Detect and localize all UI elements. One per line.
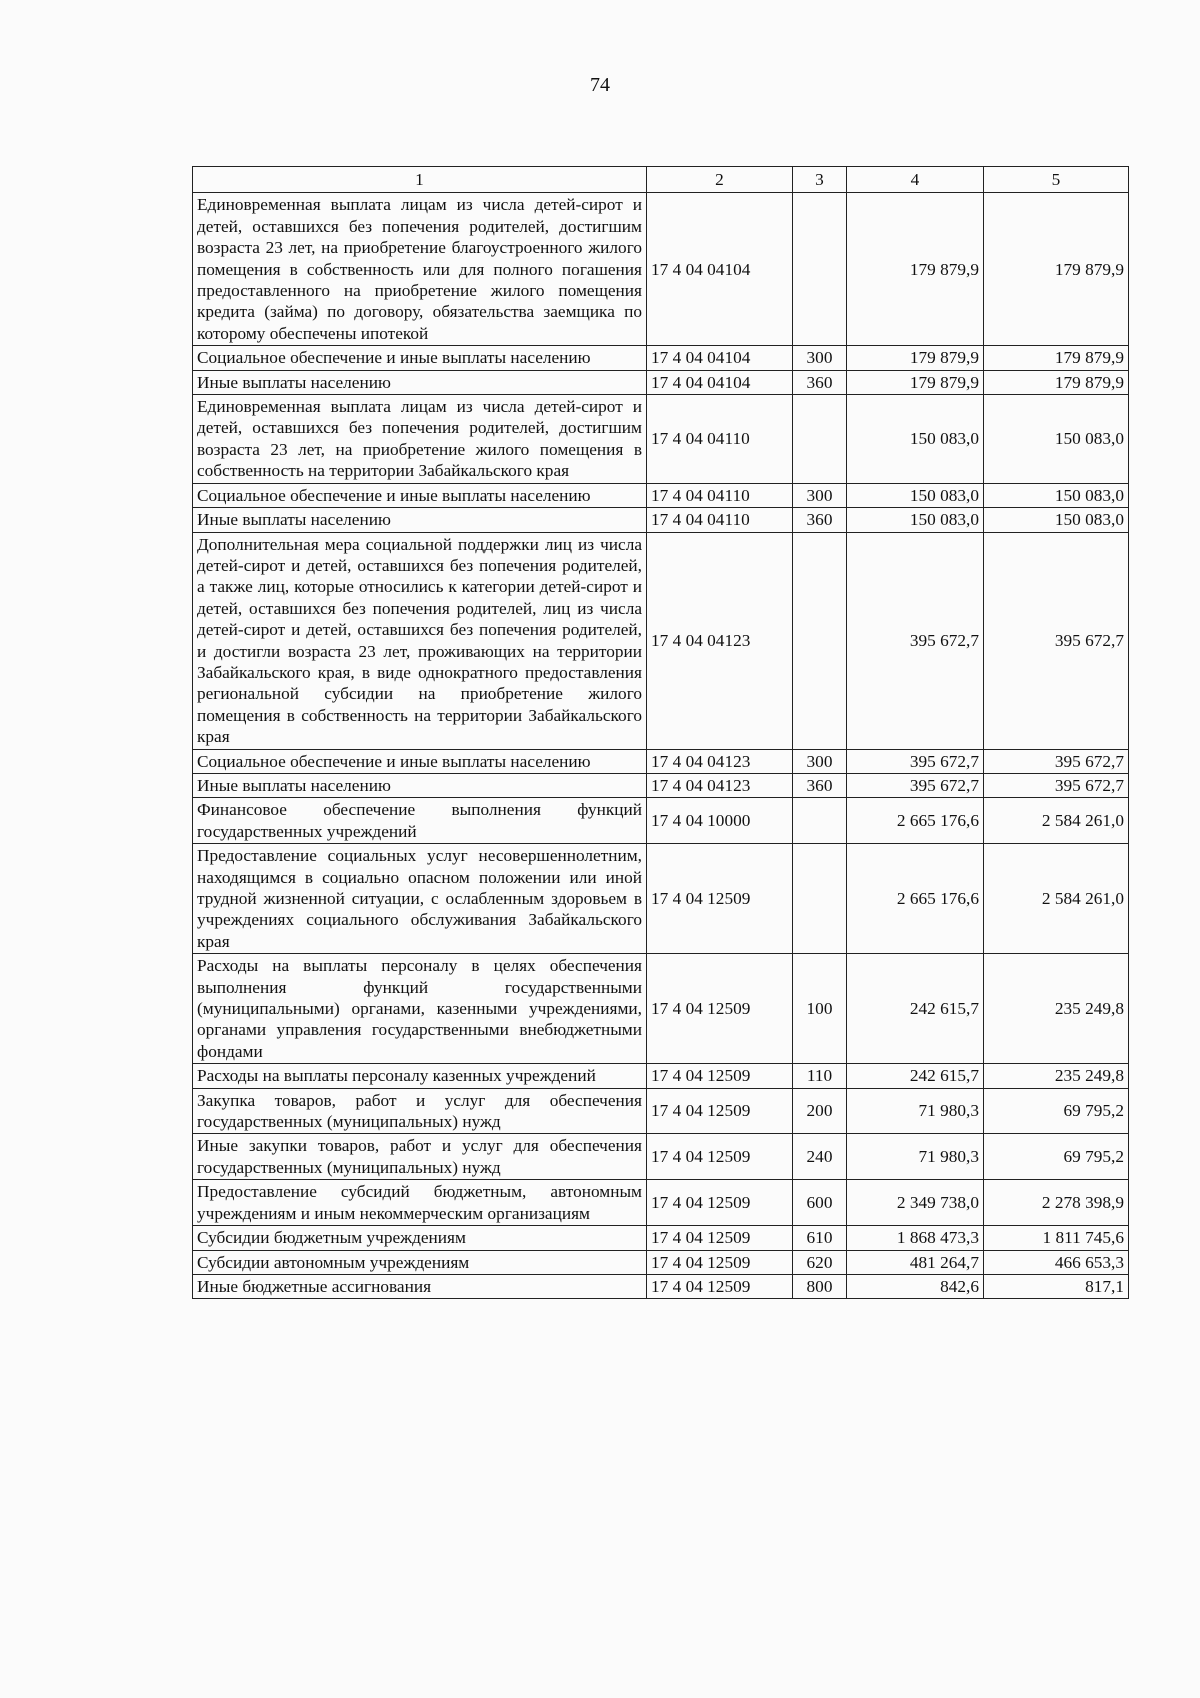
expense-type-cell: 610 <box>793 1226 847 1250</box>
expense-type-cell: 300 <box>793 749 847 773</box>
amount-year2-cell: 150 083,0 <box>984 508 1129 532</box>
name-cell: Иные выплаты населению <box>193 370 647 394</box>
expense-type-cell: 360 <box>793 508 847 532</box>
amount-year2-cell: 179 879,9 <box>984 370 1129 394</box>
code-cell: 17 4 04 12509 <box>647 1274 793 1298</box>
table-row <box>193 1226 1129 1250</box>
expense-type-cell <box>793 193 847 346</box>
table-row <box>193 1180 1129 1226</box>
table-row <box>193 508 1129 532</box>
amount-year1-cell: 150 083,0 <box>847 483 984 507</box>
code-cell: 17 4 04 04123 <box>647 773 793 797</box>
name-cell: Закупка товаров, работ и услуг для обеспечения государственных (муниципальных) нужд <box>193 1088 647 1134</box>
expense-type-cell: 200 <box>793 1088 847 1134</box>
table-row <box>193 798 1129 844</box>
table-row <box>193 395 1129 484</box>
code-cell: 17 4 04 04110 <box>647 395 793 484</box>
expense-type-cell: 300 <box>793 346 847 370</box>
amount-year2-cell: 69 795,2 <box>984 1134 1129 1180</box>
table-row <box>193 483 1129 507</box>
amount-year1-cell: 242 615,7 <box>847 954 984 1064</box>
table-row <box>193 1088 1129 1134</box>
amount-year1-cell: 842,6 <box>847 1274 984 1298</box>
name-cell: Единовременная выплата лицам из числа детей-сирот и детей, оставшихся без попечения родителей, достигшим возраста 23 лет, на приобретение благоустроенного жилого помещения в собственность или для полного погашения предоставленного на приобретение жилого помещения кредита (займа) по договору, обязательства заемщика по которому обеспечены ипотекой <box>193 193 647 346</box>
amount-year2-cell: 150 083,0 <box>984 395 1129 484</box>
amount-year2-cell: 179 879,9 <box>984 346 1129 370</box>
expense-type-cell: 800 <box>793 1274 847 1298</box>
table-row <box>193 773 1129 797</box>
header-cell-sum2: 5 <box>984 167 1129 193</box>
amount-year2-cell: 2 278 398,9 <box>984 1180 1129 1226</box>
amount-year1-cell: 150 083,0 <box>847 395 984 484</box>
amount-year2-cell: 817,1 <box>984 1274 1129 1298</box>
name-cell: Иные выплаты населению <box>193 508 647 532</box>
table-row <box>193 844 1129 954</box>
table-row <box>193 370 1129 394</box>
code-cell: 17 4 04 12509 <box>647 954 793 1064</box>
expense-type-cell: 600 <box>793 1180 847 1226</box>
code-cell: 17 4 04 12509 <box>647 1134 793 1180</box>
header-cell-code: 2 <box>647 167 793 193</box>
expense-type-cell: 100 <box>793 954 847 1064</box>
table-row <box>193 749 1129 773</box>
expense-type-cell: 360 <box>793 370 847 394</box>
name-cell: Единовременная выплата лицам из числа детей-сирот и детей, оставшихся без попечения родителей, достигшим возраста 23 лет, на приобретение жилого помещения в собственность на территории Забайкальского края <box>193 395 647 484</box>
name-cell: Иные закупки товаров, работ и услуг для обеспечения государственных (муниципальных) нужд <box>193 1134 647 1180</box>
amount-year1-cell: 179 879,9 <box>847 370 984 394</box>
name-cell: Социальное обеспечение и иные выплаты населению <box>193 749 647 773</box>
code-cell: 17 4 04 04110 <box>647 483 793 507</box>
amount-year2-cell: 150 083,0 <box>984 483 1129 507</box>
amount-year1-cell: 395 672,7 <box>847 532 984 749</box>
table-row <box>193 193 1129 346</box>
amount-year1-cell: 71 980,3 <box>847 1134 984 1180</box>
amount-year2-cell: 2 584 261,0 <box>984 844 1129 954</box>
amount-year1-cell: 2 349 738,0 <box>847 1180 984 1226</box>
amount-year1-cell: 242 615,7 <box>847 1064 984 1088</box>
code-cell: 17 4 04 04104 <box>647 193 793 346</box>
name-cell: Субсидии бюджетным учреждениям <box>193 1226 647 1250</box>
code-cell: 17 4 04 12509 <box>647 1088 793 1134</box>
amount-year1-cell: 71 980,3 <box>847 1088 984 1134</box>
code-cell: 17 4 04 04123 <box>647 749 793 773</box>
amount-year1-cell: 2 665 176,6 <box>847 798 984 844</box>
name-cell: Предоставление субсидий бюджетным, автономным учреждениям и иным некоммерческим организациям <box>193 1180 647 1226</box>
amount-year1-cell: 395 672,7 <box>847 749 984 773</box>
code-cell: 17 4 04 04104 <box>647 370 793 394</box>
name-cell: Расходы на выплаты персоналу в целях обеспечения выполнения функций государственными (муниципальными) органами, казенными учреждениями, органами управления государственными внебюджетными фондами <box>193 954 647 1064</box>
name-cell: Иные выплаты населению <box>193 773 647 797</box>
table-header-row <box>193 167 1129 193</box>
amount-year1-cell: 179 879,9 <box>847 193 984 346</box>
name-cell: Социальное обеспечение и иные выплаты населению <box>193 346 647 370</box>
code-cell: 17 4 04 10000 <box>647 798 793 844</box>
amount-year1-cell: 481 264,7 <box>847 1250 984 1274</box>
amount-year2-cell: 395 672,7 <box>984 749 1129 773</box>
name-cell: Предоставление социальных услуг несовершеннолетним, находящимся в социально опасном положении или иной трудной жизненной ситуации, с ослабленным здоровьем в учреждениях социального обслуживания Забайкальского края <box>193 844 647 954</box>
table-row <box>193 1134 1129 1180</box>
code-cell: 17 4 04 12509 <box>647 1064 793 1088</box>
amount-year2-cell: 395 672,7 <box>984 532 1129 749</box>
header-cell-vr: 3 <box>793 167 847 193</box>
budget-table <box>192 166 1129 1299</box>
code-cell: 17 4 04 12509 <box>647 1180 793 1226</box>
amount-year2-cell: 179 879,9 <box>984 193 1129 346</box>
table-row <box>193 346 1129 370</box>
expense-type-cell <box>793 798 847 844</box>
amount-year1-cell: 179 879,9 <box>847 346 984 370</box>
expense-type-cell <box>793 844 847 954</box>
amount-year2-cell: 395 672,7 <box>984 773 1129 797</box>
expense-type-cell <box>793 532 847 749</box>
expense-type-cell <box>793 395 847 484</box>
table-row <box>193 1250 1129 1274</box>
amount-year1-cell: 1 868 473,3 <box>847 1226 984 1250</box>
name-cell: Социальное обеспечение и иные выплаты населению <box>193 483 647 507</box>
amount-year1-cell: 150 083,0 <box>847 508 984 532</box>
amount-year2-cell: 235 249,8 <box>984 1064 1129 1088</box>
code-cell: 17 4 04 12509 <box>647 1226 793 1250</box>
name-cell: Дополнительная мера социальной поддержки лиц из числа детей-сирот и детей, оставшихся без попечения родителей, а также лиц, которые относились к категории детей-сирот и детей, оставшихся без попечения родителей, лиц из числа детей-сирот и детей, оставшихся без попечения родителей, и достигли возраста 23 лет, проживающих на территории Забайкальского края, в виде однократного предоставления региональной субсидии на приобретение жилого помещения в собственность на территории Забайкальского края <box>193 532 647 749</box>
name-cell: Финансовое обеспечение выполнения функций государственных учреждений <box>193 798 647 844</box>
expense-type-cell: 300 <box>793 483 847 507</box>
expense-type-cell: 620 <box>793 1250 847 1274</box>
name-cell: Субсидии автономным учреждениям <box>193 1250 647 1274</box>
expense-type-cell: 360 <box>793 773 847 797</box>
code-cell: 17 4 04 12509 <box>647 844 793 954</box>
code-cell: 17 4 04 04110 <box>647 508 793 532</box>
code-cell: 17 4 04 12509 <box>647 1250 793 1274</box>
amount-year2-cell: 466 653,3 <box>984 1250 1129 1274</box>
budget-table-body <box>193 167 1129 1299</box>
expense-type-cell: 110 <box>793 1064 847 1088</box>
expense-type-cell: 240 <box>793 1134 847 1180</box>
table-row <box>193 954 1129 1064</box>
table-row <box>193 1274 1129 1298</box>
amount-year2-cell: 1 811 745,6 <box>984 1226 1129 1250</box>
page-number: 74 <box>590 74 610 96</box>
name-cell: Иные бюджетные ассигнования <box>193 1274 647 1298</box>
table-row <box>193 532 1129 749</box>
amount-year1-cell: 2 665 176,6 <box>847 844 984 954</box>
amount-year1-cell: 395 672,7 <box>847 773 984 797</box>
amount-year2-cell: 235 249,8 <box>984 954 1129 1064</box>
name-cell: Расходы на выплаты персоналу казенных учреждений <box>193 1064 647 1088</box>
header-cell-sum1: 4 <box>847 167 984 193</box>
code-cell: 17 4 04 04123 <box>647 532 793 749</box>
table-row <box>193 1064 1129 1088</box>
code-cell: 17 4 04 04104 <box>647 346 793 370</box>
header-cell-name: 1 <box>193 167 647 193</box>
amount-year2-cell: 2 584 261,0 <box>984 798 1129 844</box>
amount-year2-cell: 69 795,2 <box>984 1088 1129 1134</box>
